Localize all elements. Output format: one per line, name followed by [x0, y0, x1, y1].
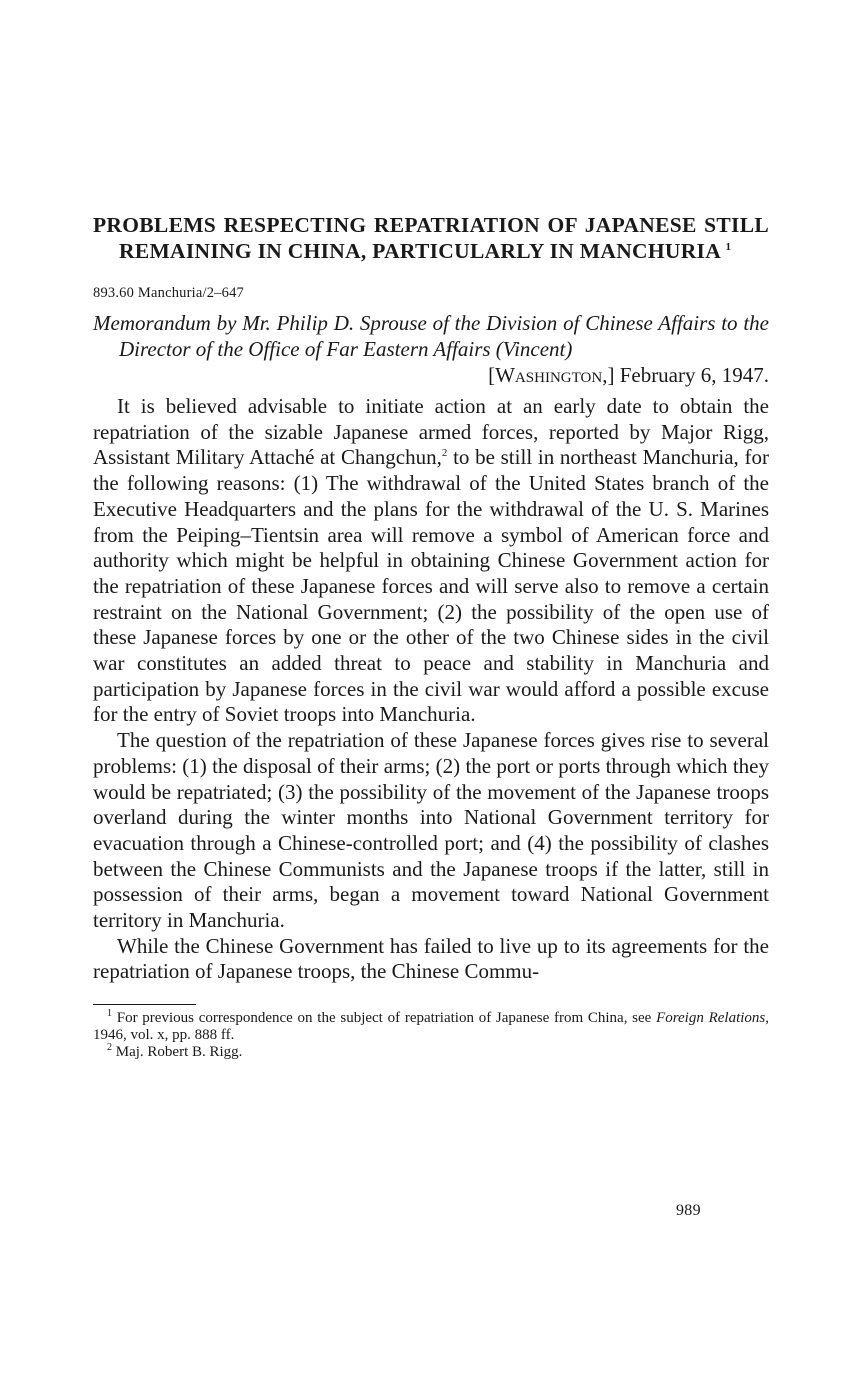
document-title [93, 212, 769, 264]
body-paragraph-1 [93, 394, 769, 728]
footnote-1-italic-title: Foreign Relations [656, 1010, 766, 1027]
footnote-1-text-a: For previous correspondence on the subject of repatriation of Japanese from China, see [112, 1010, 657, 1027]
file-reference: 893.60 Manchuria/2–647 [93, 285, 244, 301]
footnote-1 [93, 1010, 769, 1044]
footnote-2-mark: 2 [107, 1042, 112, 1054]
footnote-2 [93, 1044, 769, 1061]
footnote-1-mark: 1 [107, 1008, 112, 1020]
dateline-date: February 6, 1947. [619, 363, 769, 387]
title-text: PROBLEMS RESPECTING REPATRIATION OF JAPANESE STILL REMAINING IN CHINA, PARTICULARLY IN MANCHURIA [93, 213, 769, 263]
paragraph-1-text-a: It is believed advisable to initiate action at an early date to obtain the repatriation of the sizable Japanese armed forces, reported by Major Rigg, Assistant Military Attaché at Changchun, [93, 394, 769, 470]
footnote-divider [93, 1004, 196, 1005]
dateline: [Washington,] February 6, 1947. [488, 363, 769, 387]
body-paragraph-3: While the Chinese Government has failed to live up to its agreements for the repatriation of Japanese troops, the Chinese Commu- [93, 933, 769, 984]
memo-heading: Memorandum by Mr. Philip D. Sprouse of the Division of Chinese Affairs to the Director of the Office of Far Eastern Affairs (Vincent) [93, 311, 769, 361]
title-footnote-mark[interactable]: 1 [725, 241, 732, 253]
footnote-1-text-b: , 1946, vol. x, pp. 888 ff. [93, 1010, 769, 1044]
footnote-ref-2[interactable]: 2 [441, 447, 448, 460]
document-page [93, 212, 769, 1061]
paragraph-1-text-b: to be still in northeast Manchuria, for the following reasons: (1) The withdrawal of the United States branch of the Executive Headquarters and the plans for the withdrawal of the U. S. Marines from the Peiping–Tientsin area will remove a symbol of American force and authority which might be helpful in obtaining Chinese Government action for the repatriation of these Japanese forces and will serve also to remove a certain restraint on the National Government; (2) the possibility of the open use of these Japanese forces by one or the other of the two Chinese sides in the civil war constitutes an added threat to peace and stability in Manchuria and participation by Japanese forces in the civil war would afford a possible excuse for the entry of Soviet troops into Manchuria. [93, 445, 769, 727]
footnote-2-text: Maj. Robert B. Rigg. [112, 1044, 243, 1061]
body-paragraph-2: The question of the repatriation of these Japanese forces gives rise to several problems: (1) the disposal of their arms; (2) the port or ports through which they would be repatriated; (3) the possibility of the movement of the Japanese troops overland during the winter months into National Government territory for evacuation through a Chinese-controlled port; and (4) the possibility of clashes between the Chinese Communists and the Japanese troops if the latter, still in possession of their arms, began a movement toward National Government territory in Manchuria. [93, 728, 769, 933]
dateline-place: Washington [495, 363, 603, 387]
page-number: 989 [676, 1202, 701, 1219]
